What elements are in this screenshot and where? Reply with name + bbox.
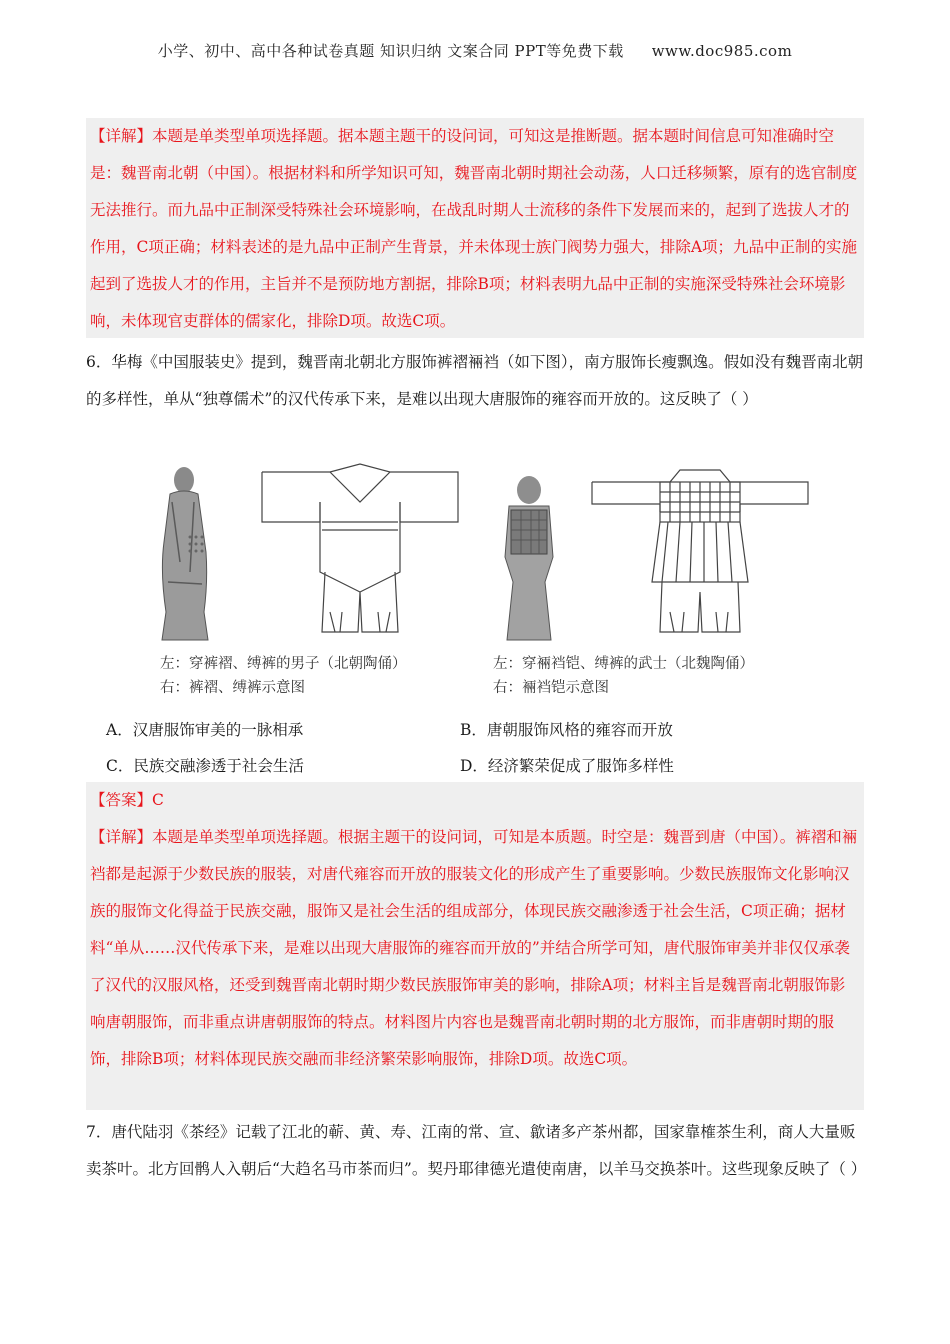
option-a: A．汉唐服饰审美的一脉相承 [106,721,304,739]
question-6-stem: 6．华梅《中国服装史》提到，魏晋南北朝北方服饰裤褶裲裆（如下图），南方服饰长瘦飘逸。假如没有魏晋南北朝的多样性，单从“独尊儒术”的汉代传承下来，是难以出现大唐服饰的雍容而开放的。这反映了（ ） [86,353,864,408]
question-7-stem: 7．唐代陆羽《茶经》记载了江北的蕲、黄、寿、江南的常、宣、歙诸多产茶州都，国家靠榷茶生利，商人大量贩卖茶叶。北方回鹘人入朝后“大趋名马市茶而归”。契丹耶律德光遣使南唐，以羊马交换茶叶。这些现象反映了（ ） [86,1123,867,1178]
figure-caption-right [493,652,823,700]
northern-figurine-image [150,462,220,642]
page-header [0,40,950,61]
caption-right-line2: 右：裲裆铠示意图 [493,680,609,696]
option-d: D．经济繁荣促成了服饰多样性 [460,757,674,775]
answer-q6: 【答案】C [90,791,164,809]
answer-explanation-q6 [86,782,864,1110]
figure-caption-left [160,652,490,700]
liangdang-armor-diagram [590,462,810,642]
header-site: www.doc985.com [651,42,793,60]
caption-left-line1: 左：穿裤褶、缚裤的男子（北朝陶俑） [160,656,407,672]
header-text: 小学、初中、高中各种试卷真题 知识归纳 文案合同 PPT等免费下载 [157,42,624,60]
option-c: C．民族交融渗透于社会生活 [106,757,304,775]
explanation-q6: 【详解】本题是单类型单项选择题。根据主题干的设问词，可知是本质题。时空是：魏晋到唐（中国）。裤褶和裲裆都是起源于少数民族的服装，对唐代雍容而开放的服装文化的形成产生了重要影响。少数民族服饰文化影响汉族的服饰文化得益于民族交融，服饰又是社会生活的组成部分，体现民族交融渗透于社会生活，C项正确；据材料“单从……汉代传承下来，是难以出现大唐服饰的雍容而开放的”并结合所学可知，唐代服饰审美并非仅仅承袭了汉代的汉服风格，还受到魏晋南北朝时期少数民族服饰审美的影响，排除A项；材料主旨是魏晋南北朝服饰影响唐朝服饰，而非重点讲唐朝服饰的特点。材料图片内容也是魏晋南北朝时期的北方服饰，而非唐朝时期的服饰，排除B项；材料体现民族交融而非经济繁荣影响服饰，排除D项。故选C项。 [90,828,858,1068]
caption-right-line1: 左：穿裲裆铠、缚裤的武士（北魏陶俑） [493,656,754,672]
option-b: B．唐朝服饰风格的雍容而开放 [460,721,673,739]
explanation-q5: 【详解】本题是单类型单项选择题。据本题主题干的设问词，可知这是推断题。据本题时间信息可知准确时空是：魏晋南北朝（中国）。根据材料和所学知识可知，魏晋南北朝时期社会动荡，人口迁移频繁，原有的选官制度无法推行。而九品中正制深受特殊社会环境影响，在战乱时期人士流移的条件下发展而来的，起到了选拔人才的作用，C项正确；材料表述的是九品中正制产生背景，并未体现士族门阀势力强大，排除A项；九品中正制的实施起到了选拔人才的作用，主旨并不是预防地方割据，排除B项；材料表明九品中正制的实施深受特殊社会环境影响，未体现官吏群体的儒家化，排除D项。故选C项。 [86,118,864,338]
question-6-options [106,718,826,788]
caption-left-line2: 右：裤褶、缚裤示意图 [160,680,305,696]
kuxi-diagram [260,462,460,642]
clothing-figures [150,462,810,712]
warrior-figurine-image [495,462,565,642]
